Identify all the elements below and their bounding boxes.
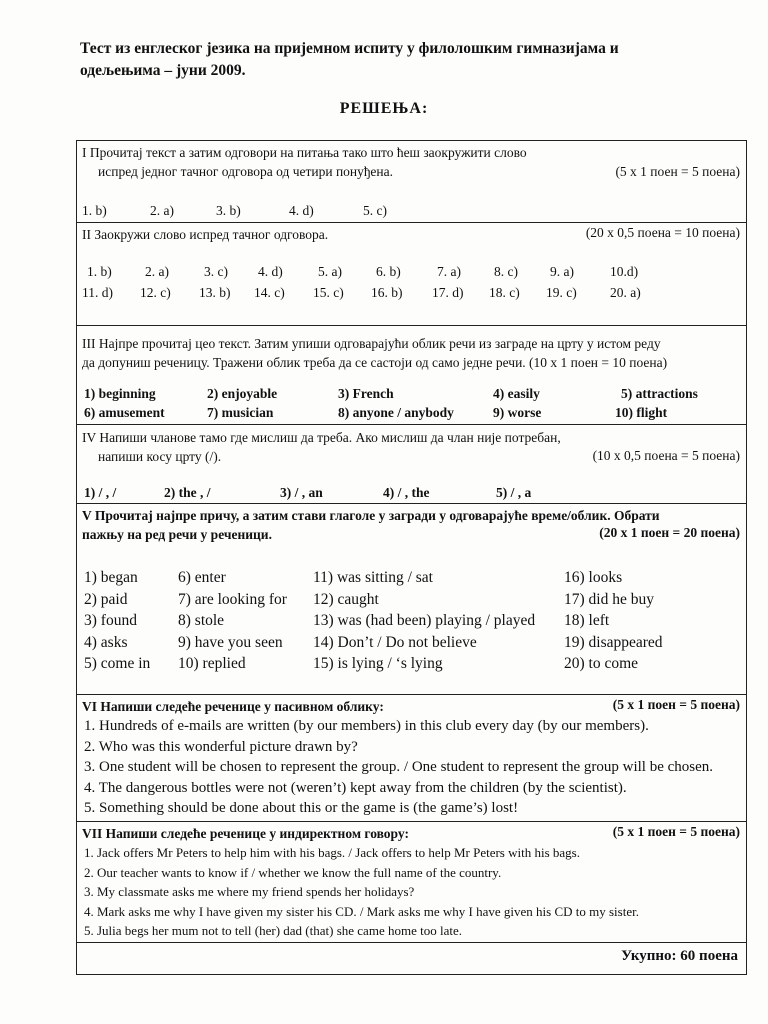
section-2-row1: [82, 264, 682, 284]
section-5-col4: [564, 567, 663, 675]
section-6-instruction: VI Напиши следеће реченице у пасивном облику:: [82, 699, 384, 714]
section-2: [77, 223, 746, 326]
section-5-points: (20 x 1 поен = 20 поена): [599, 525, 740, 540]
answer-item: 1. b): [87, 264, 112, 279]
answer-line: 5. Something should be done about this or the game is (the game’s) lost!: [84, 800, 519, 816]
section-4-instruction-line1: IV Напиши чланове тамо где мислиш да треба. Ако мислиш да члан није потребан,: [82, 430, 561, 445]
section-6-points: (5 x 1 поен = 5 поена): [612, 697, 740, 712]
section-1-instruction-line2: испред једног тачног одговора од четири понуђена.: [98, 164, 394, 179]
section-5-col1: [84, 567, 150, 675]
section-3-instruction-line1: III Најпре прочитај цео текст. Затим упиши одговарајући облик речи из заграде на црту у истом реду: [82, 336, 661, 351]
answer-item: 19) disappeared: [564, 633, 663, 651]
answer-item: 5. c): [363, 203, 387, 218]
section-3-instruction: [77, 326, 746, 372]
section-1-instruction-line1: I Прочитај текст а затим одговори на питања тако што ћеш заокружити слово: [82, 145, 527, 160]
section-3: [77, 326, 746, 425]
answer-line: 5. Julia begs her mum not to tell (her) dad (that) she came home too late.: [84, 923, 462, 938]
section-5-col2: [178, 567, 287, 675]
answer-item: 16. b): [371, 285, 403, 300]
answer-item: 3) / , an: [280, 485, 323, 500]
total-points: Укупно: 60 поена: [621, 948, 738, 964]
answer-item: 6. b): [376, 264, 401, 279]
answer-item: 11. d): [82, 285, 113, 300]
section-4-points: (10 x 0,5 поена = 5 поена): [592, 448, 740, 463]
answer-item: 2. a): [145, 264, 169, 279]
section-4: [77, 425, 746, 504]
answer-item: 4. d): [289, 203, 314, 218]
answer-item: 8. c): [494, 264, 518, 279]
section-5-answers: [84, 567, 739, 687]
answer-line: 3. One student will be chosen to represent the group. / One student to represent the group will be chosen.: [84, 759, 714, 775]
answer-item: 1. b): [82, 203, 107, 218]
section-3-row1: [84, 386, 734, 406]
answer-item: 3) found: [84, 612, 137, 629]
answer-item: 20. a): [610, 285, 641, 300]
section-2-instruction: II Заокружи слово испред тачног одговора.: [82, 227, 329, 242]
answer-item: 12. c): [140, 285, 171, 300]
answer-item: 4) easily: [493, 386, 540, 401]
answer-item: 13) was (had been) playing / played: [313, 612, 536, 629]
answer-item: 2) the , /: [164, 485, 211, 500]
section-7: [77, 822, 746, 943]
answer-item: 4) asks: [84, 633, 128, 651]
answer-item: 15. c): [313, 285, 344, 300]
section-5-col3: [313, 567, 535, 675]
answer-item: 9. a): [550, 264, 574, 279]
answer-line: 1. Jack offers Mr Peters to help him with his bags. / Jack offers to help Mr Peters with his bags.: [84, 845, 580, 860]
answer-item: 8) stole: [178, 612, 225, 629]
answer-item: 9) worse: [493, 405, 542, 420]
answer-item: 9) have you seen: [178, 633, 283, 651]
answer-item: 15) is lying / ‘s lying: [313, 655, 443, 672]
section-5-instruction-line2: пажњу на ред речи у реченици.: [82, 527, 272, 542]
section-5: [77, 504, 746, 695]
answer-item: 7) are looking for: [178, 590, 287, 608]
answer-sheet: [76, 140, 747, 975]
answer-item: 1) began: [84, 569, 138, 586]
answer-item: 8) anyone / anybody: [338, 405, 454, 420]
total-row: [77, 943, 746, 974]
section-7-points: (5 x 1 поен = 5 поена): [612, 824, 740, 839]
answer-item: 5) / , a: [496, 485, 532, 500]
answer-item: 17) did he buy: [564, 590, 654, 608]
section-4-answers: [84, 485, 684, 503]
section-4-instruction-line2: напиши косу црту (/).: [98, 449, 222, 464]
answer-item: 20) to come: [564, 655, 639, 672]
answer-item: 11) was sitting / sat: [313, 569, 433, 586]
answer-item: 10) flight: [615, 405, 668, 420]
section-1-points: (5 x 1 поен = 5 поена): [615, 164, 740, 179]
answer-item: 10.d): [610, 264, 639, 279]
document-title: Тест из енглеског језика на пријемном испиту у филолошким гимназијама и одељењима – јуни 2009.: [80, 40, 619, 79]
answer-item: 5) attractions: [621, 386, 698, 401]
answer-item: 5) come in: [84, 655, 151, 672]
answer-item: 7) musician: [207, 405, 274, 420]
answer-item: 6) amusement: [84, 405, 165, 420]
answer-item: 16) looks: [564, 569, 623, 586]
answer-line: 4. The dangerous bottles were not (weren’t) kept away from the children (by the scientist).: [84, 779, 627, 796]
answer-item: 2. a): [150, 203, 174, 218]
answer-item: 18. c): [489, 285, 520, 300]
section-5-instruction-line1: V Прочитај најпре причу, а затим стави глаголе у загради у одговарајуће време/облик. Обрати: [82, 508, 660, 523]
section-7-lines: [84, 843, 639, 941]
answer-item: 19. c): [546, 285, 577, 300]
section-6-lines: [84, 716, 713, 819]
answer-line: 1. Hundreds of e-mails are written (by our members) in this club every day (by our members).: [84, 718, 649, 734]
answer-line: 2. Who was this wonderful picture drawn by?: [84, 738, 358, 755]
section-1-answers: [82, 203, 482, 221]
answer-line: 3. My classmate asks me where my friend spends her holidays?: [84, 884, 415, 899]
section-1: [77, 141, 746, 223]
answer-item: 13. b): [199, 285, 231, 300]
section-2-points: (20 x 0,5 поена = 10 поена): [585, 225, 740, 240]
section-2-row2: [82, 285, 682, 305]
section-3-instruction-line2: да допуниш реченицу. Тражени облик треба да се састоји од само једне речи. (10 x 1 поен = 10 поена): [82, 355, 668, 370]
answer-item: 3) French: [338, 386, 394, 401]
answer-item: 1) / , /: [84, 485, 117, 500]
answer-item: 5. a): [318, 264, 342, 279]
section-3-row2: [84, 405, 734, 425]
section-6: [77, 695, 746, 822]
answer-item: 2) paid: [84, 590, 128, 608]
answer-item: 12) caught: [313, 590, 379, 608]
answer-item: 4) / , the: [383, 485, 430, 500]
answer-line: 4. Mark asks me why I have given my sister his CD. / Mark asks me why I have given his CD to my sister.: [84, 903, 639, 919]
answer-item: 18) left: [564, 612, 610, 629]
answer-item: 3. c): [204, 264, 228, 279]
answer-line: 2. Our teacher wants to know if / whether we know the full name of the country.: [84, 864, 502, 880]
answer-item: 10) replied: [178, 655, 246, 672]
answer-item: 6) enter: [178, 569, 226, 586]
answer-item: 14. c): [254, 285, 285, 300]
answer-item: 3. b): [216, 203, 241, 218]
answer-item: 1) beginning: [84, 386, 156, 401]
answer-item: 17. d): [432, 285, 464, 300]
section-7-instruction: VII Напиши следеће реченице у индиректном говору:: [82, 826, 409, 841]
answer-item: 7. a): [437, 264, 461, 279]
answer-item: 4. d): [258, 264, 283, 279]
answer-item: 2) enjoyable: [207, 386, 278, 401]
answer-item: 14) Don’t / Do not believe: [313, 633, 477, 651]
solutions-heading: РЕШЕЊА:: [339, 100, 429, 117]
